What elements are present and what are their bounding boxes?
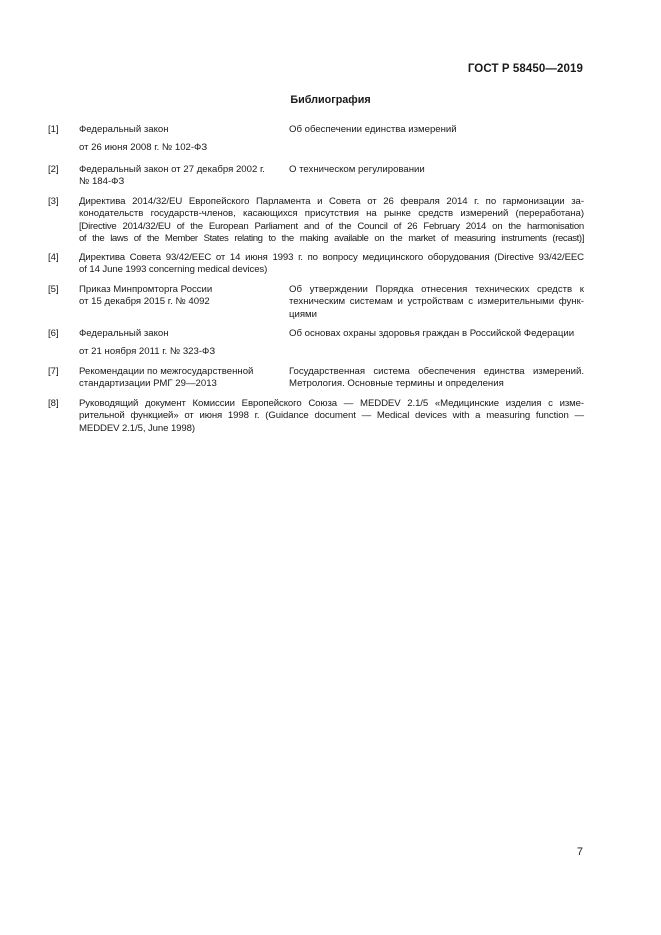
entry-text-line: Руководящий документ Комиссии Европейского Союза — MEDDEV 2.1/5 «Медицинские изделия с изме- (79, 398, 584, 409)
entry-title-line: Об обеспечении единства измерений (289, 124, 457, 135)
entry-title (289, 328, 584, 340)
entry-document (79, 366, 259, 391)
entry-number: [4] (48, 252, 59, 263)
entry-document (79, 284, 259, 309)
entry-title (289, 164, 584, 176)
entry-text (79, 252, 584, 277)
entry-document-line: от 15 декабря 2015 г. № 4092 (79, 296, 210, 308)
entry-text-line: Директива 2014/32/EU Европейского Парламента и Совета от 26 февраля 2014 г. по гармонизации за- (79, 196, 584, 207)
entry-number: [1] (48, 124, 59, 135)
entry-document-date: от 26 июня 2008 г. № 102-ФЗ (79, 142, 208, 153)
entry-text-line: MEDDEV 2.1/5, June 1998) (79, 422, 195, 434)
entry-text-line: конодательств государств-членов, касающихся присутствия на рынке средств измерений (переработана) (79, 208, 584, 220)
standard-number: ГОСТ Р 58450—2019 (467, 63, 583, 75)
entry-text (79, 196, 584, 246)
entry-title-line: техническим системам и устройствам с измерительными функ- (289, 296, 584, 308)
entry-document (79, 164, 284, 189)
entry-document-line: Федеральный закон (79, 124, 169, 135)
entry-text-line: рительной функцией» от июня 1998 г. (Guidance document — Medical devices with a measuring function — (79, 410, 584, 422)
entry-title-line: циями (289, 308, 318, 320)
entry-title-line: Государственная система обеспечения единства измерений. (289, 366, 584, 377)
entry-title-line: Об основах охраны здоровья граждан в Российской Федерации (289, 328, 575, 339)
entry-number: [5] (48, 284, 59, 295)
entry-document (79, 328, 259, 340)
entry-title-line: Об утверждении Порядка отнесения технических средств к (289, 284, 584, 295)
entry-number: [7] (48, 366, 59, 377)
entry-text-line: of 14 June 1993 concerning medical devices) (79, 264, 268, 276)
entry-title-line: Метрология. Основные термины и определения (289, 378, 504, 390)
entry-document-line: Федеральный закон от 27 декабря 2002 г. (79, 164, 265, 175)
page-number: 7 (576, 846, 583, 858)
entry-document-line: стандартизации РМГ 29—2013 (79, 378, 217, 390)
entry-document-date: от 21 ноября 2011 г. № 323-ФЗ (79, 346, 216, 357)
entry-text-line: of the laws of the Member States relating to the making available on the market of measuring instruments (recast)] (79, 233, 584, 245)
entry-document-line: Федеральный закон (79, 328, 169, 339)
entry-title (289, 124, 584, 136)
entry-title (289, 366, 584, 391)
entry-text (79, 398, 584, 435)
entry-number: [8] (48, 398, 59, 409)
entry-text-line: Директива Совета 93/42/EEC от 14 июня 1993 г. по вопросу медицинского оборудования (Directive 93/42/EEC (79, 252, 584, 263)
entry-document-line: Рекомендации по межгосударственной (79, 366, 254, 377)
entry-number: [3] (48, 196, 59, 207)
entry-document-line: Приказ Минпромторга России (79, 284, 213, 295)
page-title: Библиография (290, 94, 371, 106)
entry-document-line: № 184-ФЗ (79, 176, 125, 188)
entry-number: [6] (48, 328, 59, 339)
entry-title-line: О техническом регулировании (289, 164, 425, 175)
entry-text-line: [Directive 2014/32/EU of the European Parliament and of the Council of 26 February 2014 on the harmonisation (79, 220, 584, 232)
entry-document (79, 124, 259, 136)
entry-title (289, 284, 584, 321)
entry-number: [2] (48, 164, 59, 175)
